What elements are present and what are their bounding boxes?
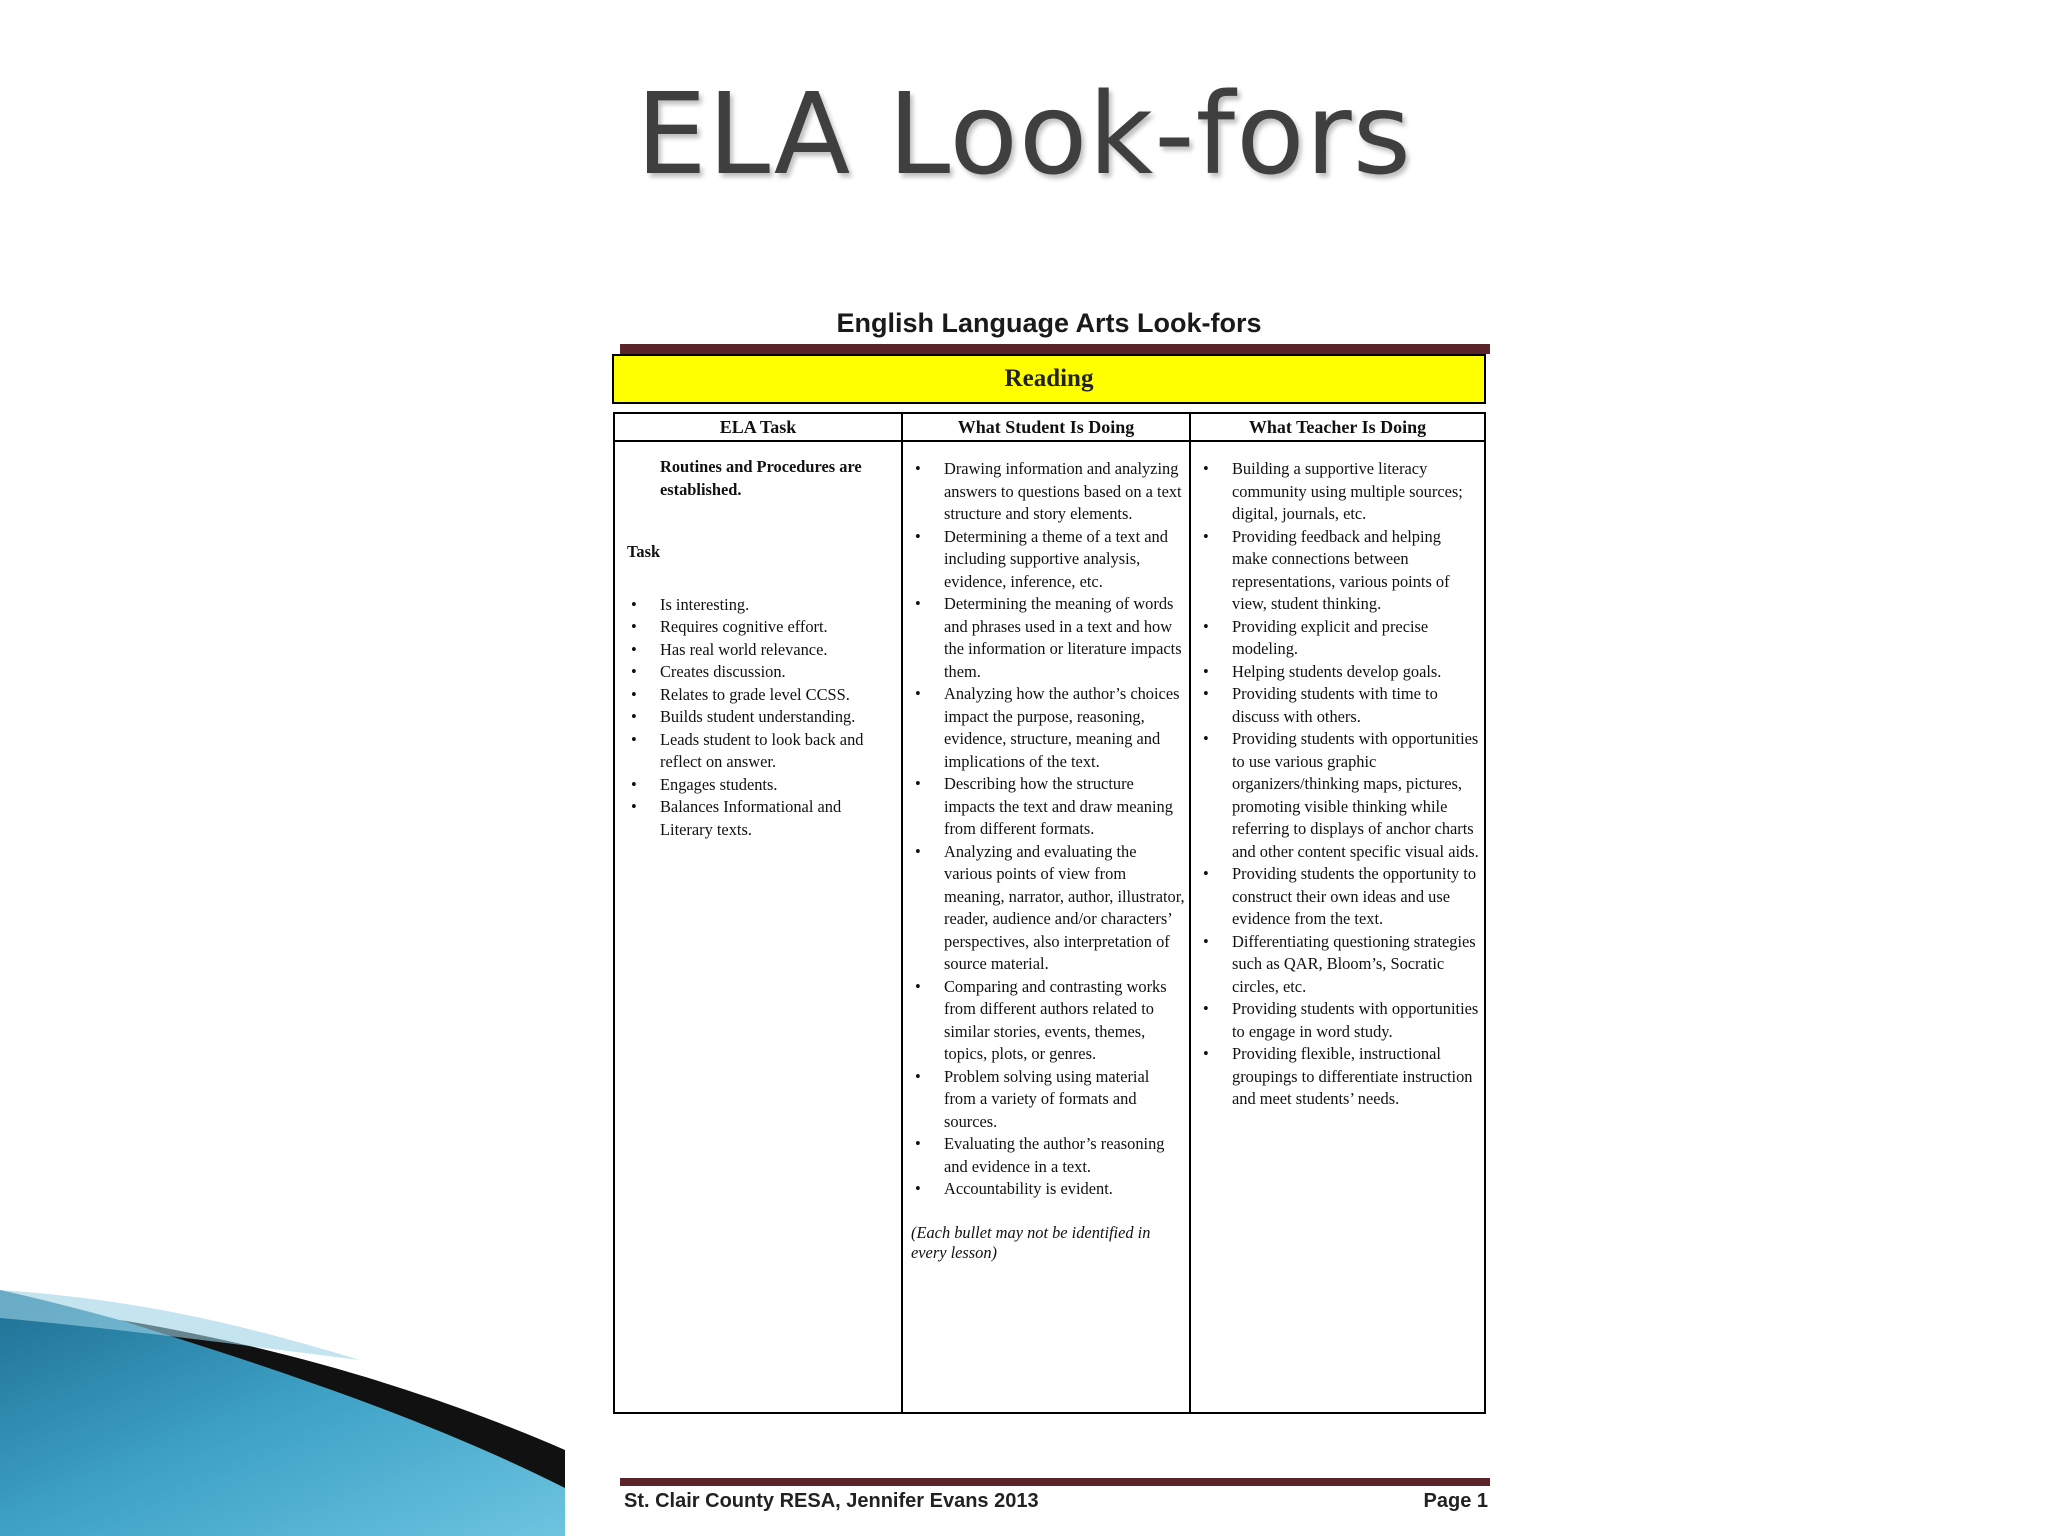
list-item: • Differentiating questioning strategies such as QAR, Bloom’s, Socratic circles, etc. [1199, 931, 1480, 999]
list-item: • Relates to grade level CCSS. [627, 684, 893, 707]
footer-author: St. Clair County RESA, Jennifer Evans 2013 [624, 1490, 1039, 1512]
list-item: • Accountability is evident. [911, 1178, 1185, 1201]
column-student [903, 414, 1191, 1412]
section-band-reading: Reading [612, 354, 1486, 404]
student-list [911, 458, 1185, 1201]
list-item: • Describing how the structure impacts the text and draw meaning from different formats. [911, 773, 1185, 841]
list-item: • Building a supportive literacy community using multiple sources; digital, journals, etc. [1199, 458, 1480, 526]
bottom-rule [620, 1478, 1490, 1486]
routines-text: Routines and Procedures are established. [660, 457, 862, 499]
list-item: • Providing flexible, instructional groupings to differentiate instruction and meet students’ needs. [1199, 1043, 1480, 1111]
list-item: • Requires cognitive effort. [627, 616, 893, 639]
column-header: ELA Task [615, 414, 901, 442]
look-fors-table [613, 412, 1486, 1414]
list-item: • Determining a theme of a text and including supportive analysis, evidence, inference, etc. [911, 526, 1185, 594]
student-note: (Each bullet may not be identified in every lesson) [911, 1222, 1151, 1262]
list-item: • Builds student understanding. [627, 706, 893, 729]
list-item: • Providing students the opportunity to construct their own ideas and use evidence from the text. [1199, 863, 1480, 931]
list-item: • Providing feedback and helping make connections between representations, various points of view, student thinking. [1199, 526, 1480, 616]
task-list [627, 594, 893, 842]
column-header: What Student Is Doing [903, 414, 1189, 442]
list-item: • Providing students with time to discuss with others. [1199, 683, 1480, 728]
list-item: • Helping students develop goals. [1199, 661, 1480, 684]
list-item: • Problem solving using material from a variety of formats and sources. [911, 1066, 1185, 1134]
footer-page-number: Page 1 [1423, 1490, 1488, 1512]
document-image [610, 300, 1488, 1536]
column-ela-task [615, 414, 903, 1412]
column-teacher [1191, 414, 1484, 1412]
teacher-list [1199, 458, 1480, 1111]
top-rule [620, 344, 1490, 354]
list-item: • Has real world relevance. [627, 639, 893, 662]
column-header: What Teacher Is Doing [1191, 414, 1484, 442]
list-item: • Providing students with opportunities to use various graphic organizers/thinking maps, pictures, promoting visible thinking while referring to displays of anchor charts and other content specific visual aids. [1199, 728, 1480, 863]
list-item: • Is interesting. [627, 594, 893, 617]
list-item: • Leads student to look back and reflect on answer. [627, 729, 893, 774]
list-item: • Creates discussion. [627, 661, 893, 684]
list-item: • Providing students with opportunities to engage in word study. [1199, 998, 1480, 1043]
list-item: • Balances Informational and Literary texts. [627, 796, 893, 841]
document-title: English Language Arts Look-fors [836, 308, 1262, 338]
list-item: • Analyzing how the author’s choices impact the purpose, reasoning, evidence, structure, meaning and implications of the text. [911, 683, 1185, 773]
list-item: • Comparing and contrasting works from different authors related to similar stories, events, themes, topics, plots, or genres. [911, 976, 1185, 1066]
task-label: Task [627, 542, 661, 561]
list-item: • Drawing information and analyzing answers to questions based on a text structure and story elements. [911, 458, 1185, 526]
list-item: • Determining the meaning of words and phrases used in a text and how the information or literature impacts them. [911, 593, 1185, 683]
list-item: • Engages students. [627, 774, 893, 797]
slide-title: ELA Look-fors [635, 70, 1413, 200]
list-item: • Providing explicit and precise modeling. [1199, 616, 1480, 661]
list-item: • Evaluating the author’s reasoning and evidence in a text. [911, 1133, 1185, 1178]
list-item: • Analyzing and evaluating the various points of view from meaning, narrator, author, illustrator, reader, audience and/or characters’ perspectives, also interpretation of source material. [911, 841, 1185, 976]
